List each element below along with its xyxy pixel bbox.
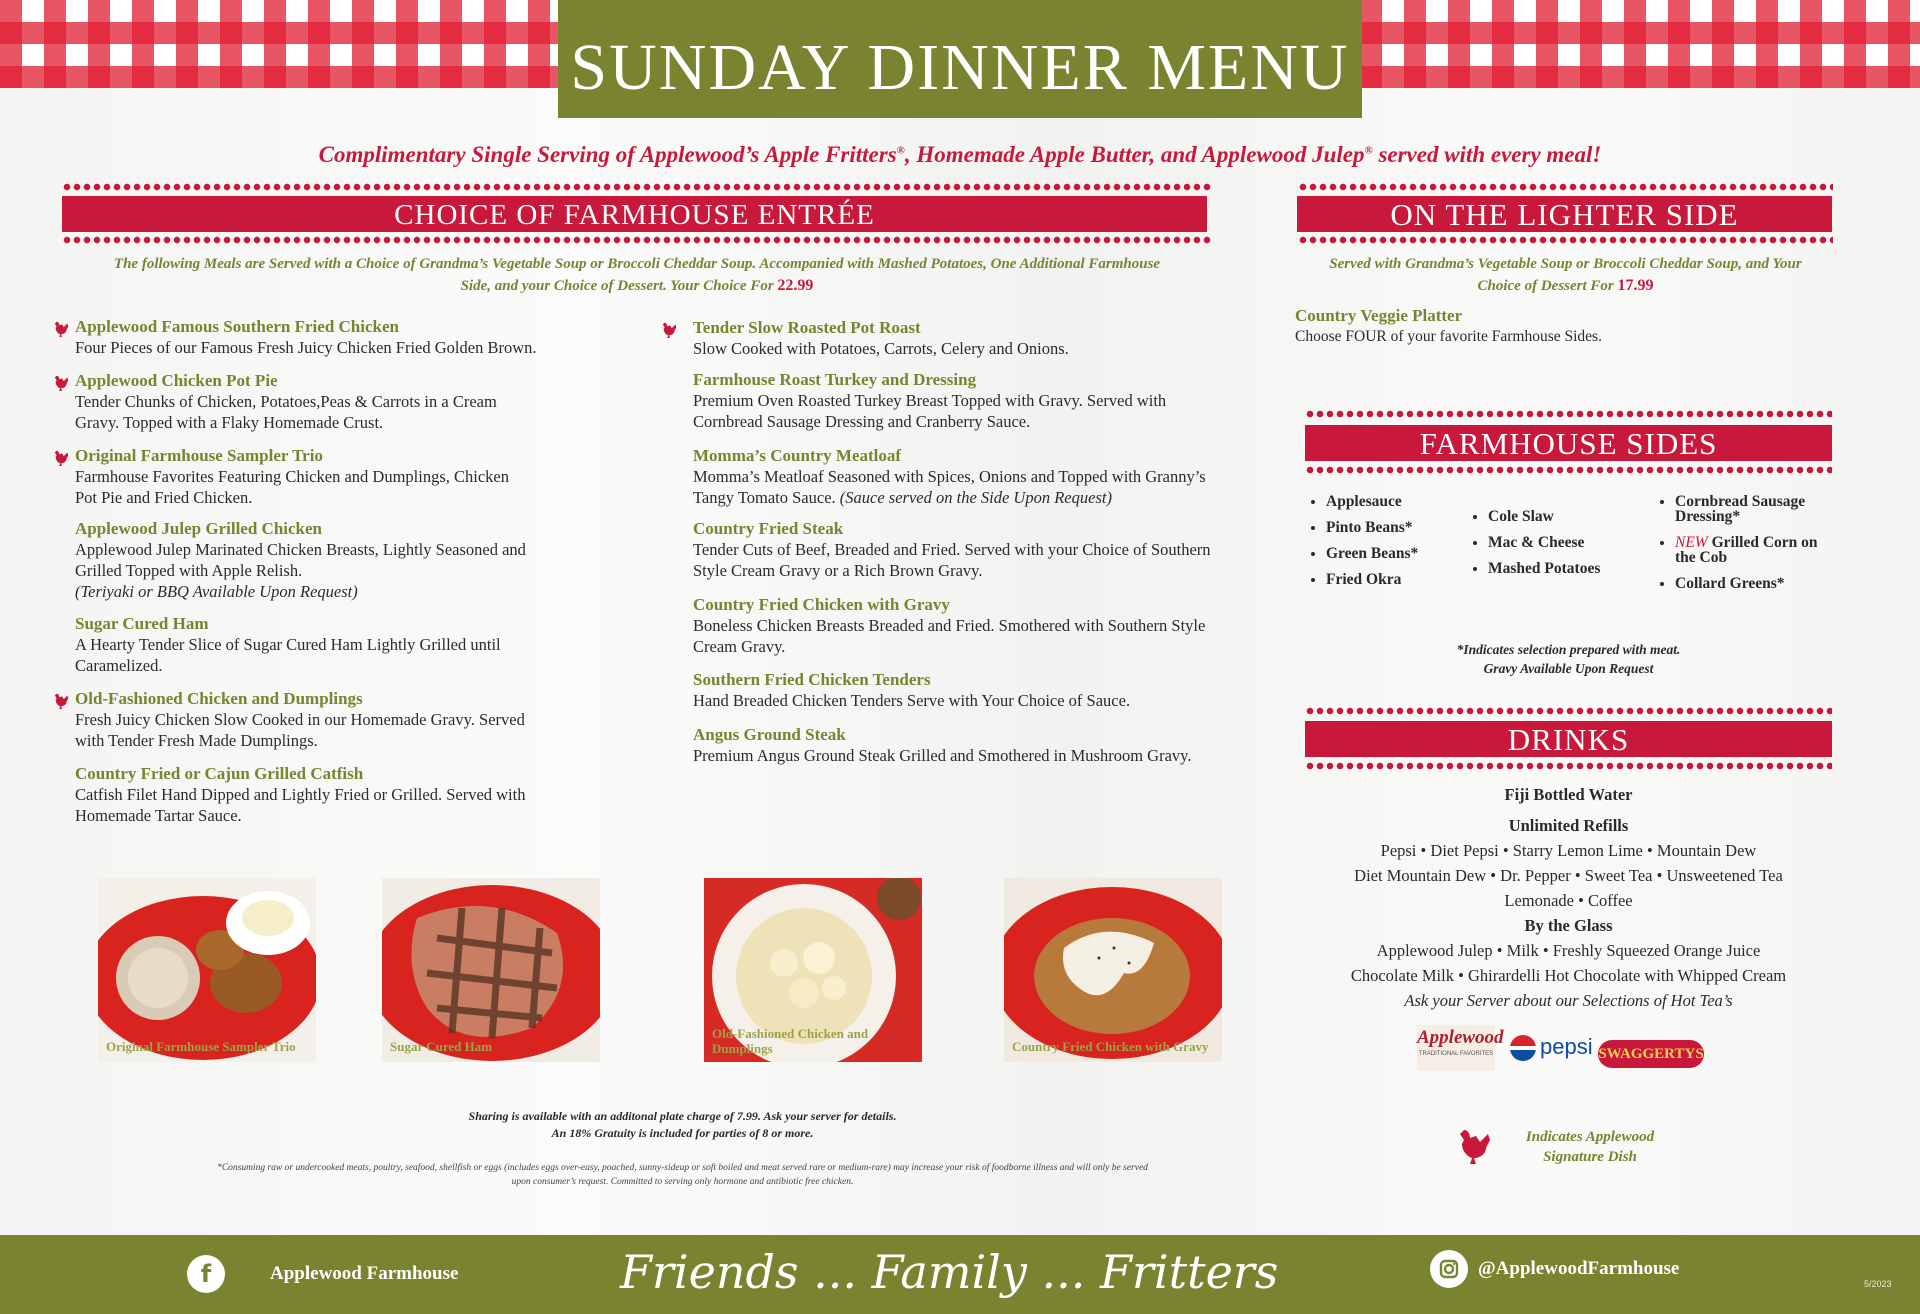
menu-item-name: Southern Fried Chicken Tenders <box>693 670 931 689</box>
menu-item <box>75 446 515 508</box>
entree-price: 22.99 <box>777 277 814 294</box>
menu-item-name: Sugar Cured Ham <box>75 614 209 633</box>
menu-item <box>75 519 555 602</box>
menu-item <box>75 689 555 751</box>
applewood-logo: Applewood TRADITIONAL FAVORITES <box>1417 1025 1495 1071</box>
pepsi-logo: pepsi <box>1540 1034 1593 1059</box>
sides-note: *Indicates selection prepared with meat. Gravy Available Upon Request <box>1456 642 1681 676</box>
menu-item-desc: Premium Oven Roasted Turkey Breast Topped with Gravy. Served with Cornbread Sausage Dressing and Cranberry Sauce. <box>693 391 1167 431</box>
decorative-border <box>1305 410 1832 418</box>
menu-item <box>693 725 1233 766</box>
lighter-heading: ON THE LIGHTER SIDE <box>1297 196 1832 232</box>
menu-item <box>693 370 1233 432</box>
menu-item-name: Applewood Chicken Pot Pie <box>75 371 278 390</box>
side-item: • Fried Okra <box>1326 572 1458 587</box>
photo-caption: Old-Fashioned Chicken and Dumplings <box>712 1026 869 1056</box>
food-photo <box>704 878 922 1062</box>
menu-item <box>1295 306 1830 347</box>
menu-item-name: Farmhouse Roast Turkey and Dressing <box>693 370 977 389</box>
menu-item-name: Angus Ground Steak <box>693 725 846 744</box>
tagline: Complimentary Single Serving of Applewood’s Apple Fritters®, Homemade Apple Butter, and Applewood Julep® served with every meal! <box>318 142 1602 167</box>
side-item: • Pinto Beans* <box>1326 520 1458 535</box>
menu-item-desc: Fresh Juicy Chicken Slow Cooked in our Homemade Gravy. Served with Tender Fresh Made Dumplings. <box>75 710 525 750</box>
menu-item-desc: Premium Angus Ground Steak Grilled and Smothered in Mushroom Gravy. <box>693 746 1192 765</box>
menu-item <box>693 446 1233 508</box>
menu-item-name: Old-Fashioned Chicken and Dumplings <box>75 689 363 708</box>
side-item: • Cole Slaw <box>1488 509 1630 524</box>
food-photo <box>98 878 316 1062</box>
rooster-icon <box>53 373 71 391</box>
sharing-note: Sharing is available with an additonal plate charge of 7.99. Ask your server for details. An 18% Gratuity is included for parties of 8 or more. <box>468 1109 897 1140</box>
menu-item-name: Country Fried Chicken with Gravy <box>693 595 950 614</box>
facebook-icon[interactable]: f <box>187 1255 225 1293</box>
decorative-border <box>1298 236 1833 244</box>
decorative-border <box>62 236 1212 244</box>
menu-item-desc: Four Pieces of our Famous Fresh Juicy Chicken Fried Golden Brown. <box>75 338 537 357</box>
pepsi-logo-icon <box>1510 1035 1536 1061</box>
menu-item-name: Tender Slow Roasted Pot Roast <box>693 318 921 337</box>
menu-item-name: Applewood Famous Southern Fried Chicken <box>75 317 399 336</box>
gingham-border-left <box>0 0 560 88</box>
title-banner <box>558 0 1362 118</box>
drinks-heading: DRINKS <box>1305 721 1832 757</box>
slogan: Friends ... Family ... Fritters <box>620 1245 1279 1299</box>
instagram-handle[interactable]: @ApplewoodFarmhouse <box>1478 1258 1680 1279</box>
sides-list <box>1308 494 1458 598</box>
menu-item-name: Original Farmhouse Sampler Trio <box>75 446 323 465</box>
menu-item <box>693 318 1233 359</box>
rooster-icon <box>53 448 71 466</box>
rooster-icon <box>53 691 71 709</box>
decorative-border <box>1298 183 1833 191</box>
menu-item-name: Country Fried Steak <box>693 519 844 538</box>
decorative-border <box>1305 466 1832 474</box>
page-title: SUNDAY DINNER MENU <box>570 31 1350 104</box>
menu-item-desc: Catfish Filet Hand Dipped and Lightly Fried or Grilled. Served with Homemade Tartar Sauce. <box>75 785 526 825</box>
menu-item-name: Applewood Julep Grilled Chicken <box>75 519 323 538</box>
side-item: • Applesauce <box>1326 494 1458 509</box>
menu-item-desc: Choose FOUR of your favorite Farmhouse Sides. <box>1295 328 1602 345</box>
photo-caption: Original Farmhouse Sampler Trio <box>106 1039 296 1054</box>
menu-item-name: Country Veggie Platter <box>1295 306 1463 325</box>
menu-item-desc: Tender Chunks of Chicken, Potatoes,Peas & Carrots in a Cream Gravy. Topped with a Flaky Homemade Crust. <box>75 392 497 432</box>
menu-item-desc: Farmhouse Favorites Featuring Chicken and Dumplings, Chicken Pot Pie and Fried Chicken. <box>75 467 509 507</box>
rooster-icon <box>1456 1123 1496 1165</box>
menu-item-name: Country Fried or Cajun Grilled Catfish <box>75 764 364 783</box>
swaggertys-logo: SWAGGERTYS <box>1598 1040 1704 1068</box>
photo-caption: Sugar Cured Ham <box>390 1039 493 1054</box>
menu-item-name: Momma’s Country Meatloaf <box>693 446 902 465</box>
menu-item-desc: Tender Cuts of Beef, Breaded and Fried. Served with your Choice of Southern Style Cream Gravy or a Rich Brown Gravy. <box>693 540 1211 580</box>
sides-list <box>1657 494 1832 602</box>
side-item: • Mashed Potatoes <box>1488 561 1630 576</box>
menu-item-desc: A Hearty Tender Slice of Sugar Cured Ham Lightly Grilled until Caramelized. <box>75 635 501 675</box>
decorative-border <box>1305 762 1832 770</box>
footer <box>0 1235 1920 1314</box>
disclaimer: *Consuming raw or undercooked meats, poultry, seafood, shellfish or eggs (includes eggs over-easy, poached, sunny-sideup or soft boiled and meat served rare or medium-rare) may increase your risk of foodborne illness and will only be served upon consumer’s request. Committed to serving only hormone and antibiotic free chicken. <box>217 1163 1148 1187</box>
menu-item <box>75 317 635 358</box>
menu-item-desc: Hand Breaded Chicken Tenders Serve with Your Choice of Sauce. <box>693 691 1131 710</box>
signature-legend: Indicates Applewood Signature Dish <box>1525 1129 1655 1165</box>
print-date: 5/2023 <box>1864 1279 1892 1289</box>
menu-item <box>75 371 515 433</box>
menu-item <box>75 614 575 676</box>
facebook-handle[interactable]: Applewood Farmhouse <box>270 1263 459 1284</box>
sides-heading: FARMHOUSE SIDES <box>1305 425 1832 461</box>
side-item: • Green Beans* <box>1326 546 1458 561</box>
menu-item-note: (Sauce served on the Side Upon Request) <box>839 488 1112 507</box>
food-photo <box>382 878 600 1062</box>
instagram-icon[interactable] <box>1430 1250 1468 1288</box>
drinks-list: Fiji Bottled Water Unlimited Refills Pepsi • Diet Pepsi • Starry Lemon Lime • Mountain Dew Diet Mountain Dew • Dr. Pepper • Sweet Tea • Unsweetened Tea Lemonade • Coffee By the Glass Applewood Julep • Milk • Freshly Squeezed Orange Juice Chocolate Milk • Ghirardelli Hot Chocolate with Whipped Cream Ask your Server about our Selections of Hot Tea’s <box>1350 785 1787 1010</box>
side-item: • Mac & Cheese <box>1488 535 1630 550</box>
menu-item <box>693 595 1233 657</box>
photo-caption: Country Fried Chicken with Gravy <box>1012 1039 1209 1054</box>
side-item: • Cornbread Sausage Dressing* <box>1675 494 1832 524</box>
gingham-border-right <box>1360 0 1920 88</box>
decorative-border <box>62 183 1212 191</box>
entree-heading: CHOICE OF FARMHOUSE ENTRÉE <box>62 196 1207 232</box>
menu-item-desc: Applewood Julep Marinated Chicken Breasts, Lightly Seasoned and Grilled Topped with Apple Relish. <box>75 540 526 580</box>
menu-item <box>75 764 575 826</box>
side-item: • NEW Grilled Corn on the Cob <box>1675 535 1832 565</box>
sides-list <box>1470 509 1630 587</box>
food-photo <box>1004 878 1222 1062</box>
menu-item <box>693 519 1233 581</box>
side-item: • Collard Greens* <box>1675 576 1832 591</box>
entree-note: The following Meals are Served with a Choice of Grandma’s Vegetable Soup or Broccoli Cheddar Soup. Accompanied with Mashed Potatoes, One Additional Farmhouse Side, and your Choice of Dessert. Your Choice For 22.99 <box>113 256 1161 294</box>
rooster-icon <box>53 319 71 337</box>
lighter-price: 17.99 <box>1617 277 1654 294</box>
menu-item-note: (Teriyaki or BBQ Available Upon Request) <box>75 582 358 601</box>
menu-item <box>693 670 1233 711</box>
menu-item-desc: Boneless Chicken Breasts Breaded and Fried. Smothered with Southern Style Cream Gravy. <box>693 616 1206 656</box>
rooster-icon <box>661 320 679 338</box>
menu-item-desc: Slow Cooked with Potatoes, Carrots, Celery and Onions. <box>693 339 1069 358</box>
lighter-note: Served with Grandma’s Vegetable Soup or Broccoli Cheddar Soup, and Your Choice of Dessert For 17.99 <box>1329 256 1802 294</box>
new-badge: NEW <box>1675 534 1708 551</box>
decorative-border <box>1305 707 1832 715</box>
menu-item-desc: Momma’s Meatloaf Seasoned with Spices, Onions and Topped with Granny’s Tangy Tomato Sauce. <box>693 467 1206 507</box>
